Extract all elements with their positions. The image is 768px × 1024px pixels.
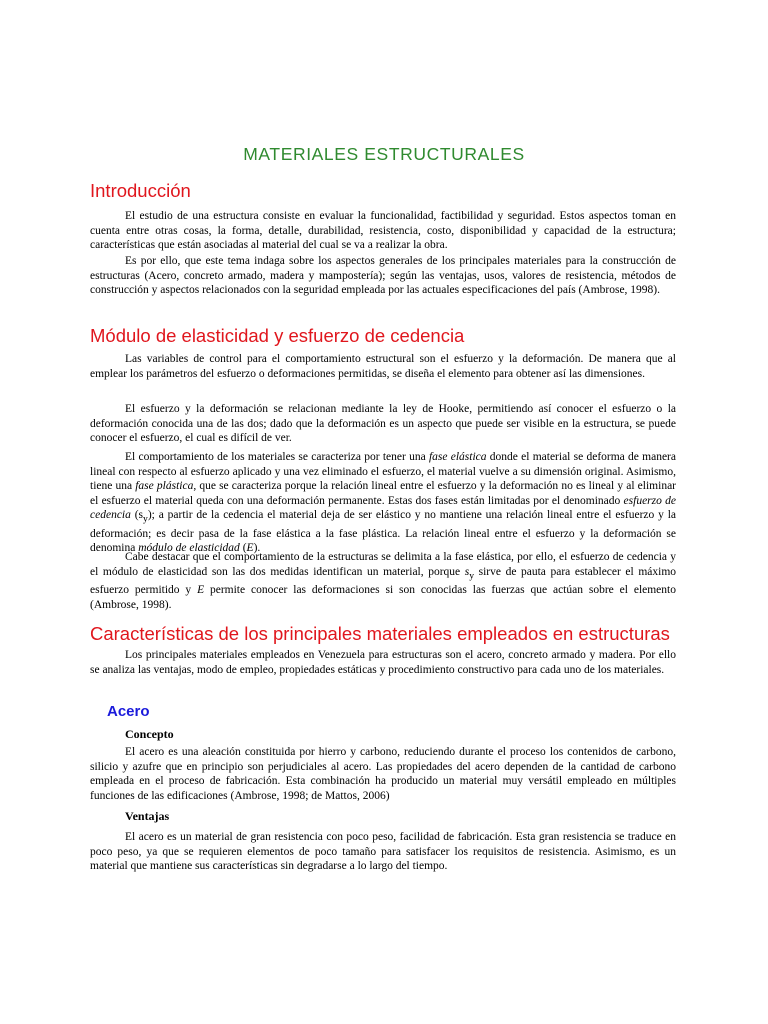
caracteristicas-paragraph-1: Los principales materiales empleados en Venezuela para estructuras son el acero, concreto armado y madera. Por ello se analiza las ventajas, modo de empleo, propiedades estáticas y procedimiento constructivo para cada uno de los materiales. <box>90 649 676 676</box>
term-fase-elastica: fase elástica <box>428 451 487 463</box>
intro-paragraph-2: Es por ello, que este tema indaga sobre los aspectos generales de los principales materiales para la construcción de estructuras (Acero, concreto armado, madera y mampostería); según las ventajas, usos, valores de resistencia, métodos de construcción y aspectos relacionados con la seguridad empleada por las actuales especificaciones del país (Ambrose, 1998). <box>90 255 676 296</box>
section-heading-introduccion: Introducción <box>90 180 191 201</box>
intro-paragraph-1: El estudio de una estructura consiste en evaluar la funcionalidad, factibilidad y seguridad. Estos aspectos toman en cuenta entre otras cosas, la forma, detalle, durabilidad, resistencia, costo, disponibilidad y capacidad de la estructura; características que están asociadas al material del cual se va a realizar la obra. <box>90 210 676 251</box>
term-modulo-elasticidad: módulo de elasticidad <box>138 542 240 555</box>
modulo-paragraph-3: El comportamiento de los materiales se caracteriza por tener una fase elástica donde el material se deforma de manera lineal con respecto al esfuerzo aplicado y una vez eliminado el esfuerzo, el material vuelve a su dimensión original. Asimismo, tiene una fase plástica, que se caracteriza porque la relación lineal entre el esfuerzo y la deformación no es lineal y al eliminar el esfuerzo el material queda con una deformación permanente. Estas dos fases están limitadas por el denominado esfuerzo de cedencia $(s_y)$; a partir de la cedencia el material deja de ser elástico y no mantiene una relación lineal entre el esfuerzo y la deformación; es decir pasa de la fase elástica a la fase plástica. La relación lineal entre el esfuerzo y la deformación se denomina módulo de elasticidad (E). <box>90 451 677 555</box>
acero-ventajas-paragraph: El acero es un material de gran resistencia con poco peso, facilidad de fabricación. Esta gran resistencia se traduce en poco peso, ya que se requieren elementos de poco tamaño para satisfacer los requisitos de resistencia. Asimismo, es un material que mantiene sus características sin degradarse a lo largo del tiempo. <box>90 831 676 872</box>
modulo-paragraph-4: Cabe destacar que el comportamiento de la estructuras se delimita a la fase elástica, por ello, el esfuerzo de cedencia y el módulo de elasticidad son las dos medidas identifican un material, porque $s_y$ sirve de pauta para establecer el máximo esfuerzo permitido y E permite conocer las deformaciones si son conocidas las fuerzas que actúan sobre el elemento (Ambrose, 1998). <box>90 551 677 611</box>
term-fase-plastica: fase plástica <box>135 480 194 492</box>
modulo-paragraph-2: El esfuerzo y la deformación se relacionan mediante la ley de Hooke, permitiendo así conocer el esfuerzo o la deformación conocida una de las dos; dado que la deformación es un aspecto que puede ser visible en la estructura, se puede conocer el esfuerzo, el cual es difícil de ver. <box>90 403 676 444</box>
acero-concepto-paragraph: El acero es una aleación constituida por hierro y carbono, reduciendo durante el proceso los contenidos de carbono, silicio y azufre que en principio son perjudiciales al acero. Las propiedades del acero dependen de la cantidad de carbono empleada en el proceso de fabricación. Esta combinación ha producido un material muy versátil empleado en múltiples funciones de las edificaciones (Ambrose, 1998; de Mattos, 2006) <box>90 746 676 802</box>
heading-ventajas: Ventajas <box>125 809 170 823</box>
modulo-paragraph-1: Las variables de control para el comportamiento estructural son el esfuerzo y la deformación. De manera que al emplear los parámetros del esfuerzo o deformaciones permitidas, se diseña el elemento para obtener así las dimensiones. <box>90 353 676 380</box>
term-esfuerzo-cedencia: esfuerzo de cedencia <box>90 494 676 521</box>
section-heading-modulo: Módulo de elasticidad y esfuerzo de cedencia <box>90 325 465 346</box>
page-title: MATERIALES ESTRUCTURALES <box>243 144 525 164</box>
heading-concepto: Concepto <box>125 727 174 741</box>
subsection-heading-acero: Acero <box>107 703 150 720</box>
section-heading-caracteristicas: Características de los principales materiales empleados en estructuras <box>90 623 670 644</box>
